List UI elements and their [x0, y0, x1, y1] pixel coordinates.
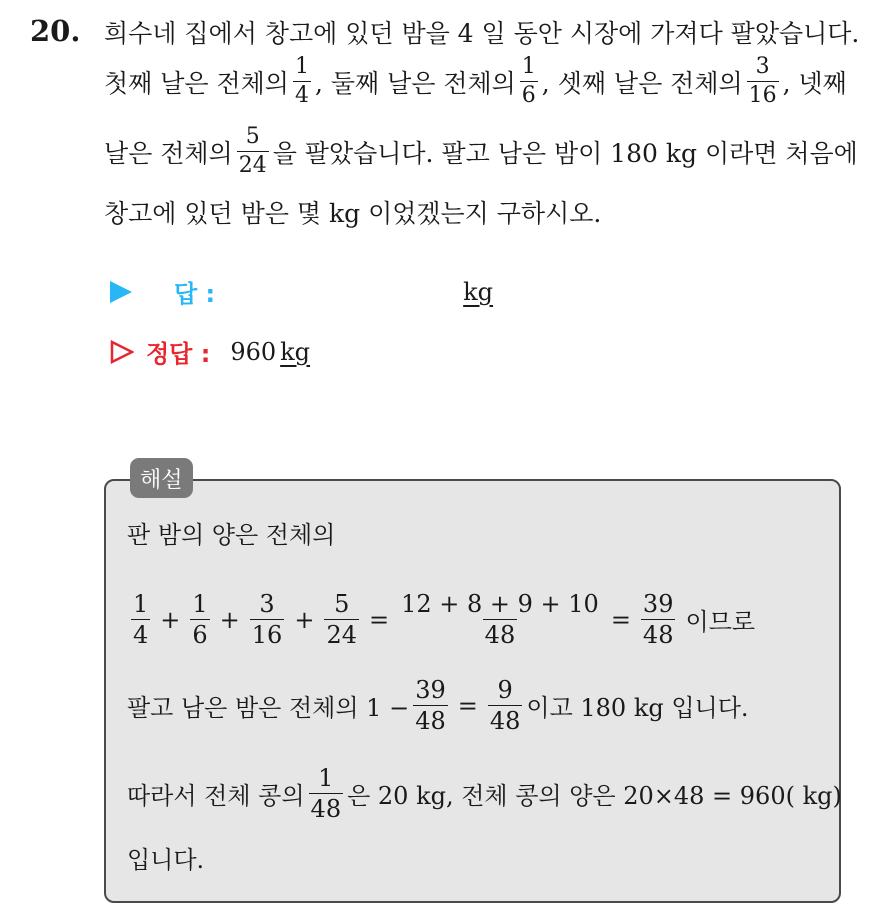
correct-answer-label: 정답 :	[146, 340, 211, 368]
answer-row	[110, 274, 493, 309]
question-line-1	[104, 14, 859, 50]
fraction: $\frac{1}{48}$	[310, 764, 342, 823]
correct-answer-row	[110, 334, 310, 369]
explanation-text: 이므로	[685, 608, 756, 636]
fraction: $\frac{1}{6}$	[521, 54, 536, 108]
answer-unit: kg	[463, 277, 494, 306]
question-text: 희수네 집에서 창고에 있던 밤을 4 일 동안 시장에 가져다 팔았습니다.	[104, 19, 860, 48]
explanation-line-3	[127, 678, 749, 733]
explanation-text: 이고 180 kg 입니다.	[526, 694, 749, 722]
equals-sign: =	[457, 691, 478, 720]
fraction: $\frac{3}{16}$	[748, 54, 777, 108]
question-text: , 셋째 날은 전체의	[541, 68, 743, 98]
question-text: 창고에 있던 밤은 몇 kg 이었겠는지 구하시오.	[104, 199, 602, 228]
question-text: 을 팔았습니다. 팔고 남은 밤이 180 kg 이라면 처음에	[272, 138, 858, 168]
fraction: $\frac{12 + 8 + 9 + 10}{48}$	[401, 590, 599, 649]
explanation-text: 은 20 kg, 전체 콩의 양은 20×48 = 960( kg)	[347, 782, 842, 810]
explanation-equation-1	[127, 592, 755, 647]
question-text: 날은 전체의	[104, 138, 233, 168]
explanation-text: 팔고 남은 밤은 전체의 1 −	[127, 694, 410, 722]
question-text: , 둘째 날은 전체의	[314, 68, 516, 98]
play-triangle-icon	[110, 281, 132, 303]
correct-answer-unit: kg	[280, 337, 311, 366]
equals-sign: =	[610, 605, 631, 634]
question-line-3	[104, 126, 858, 177]
explanation-line-5	[127, 840, 204, 875]
plus-sign: +	[219, 605, 240, 634]
question-line-2	[104, 56, 847, 107]
fraction: $\frac{5}{24}$	[238, 124, 267, 178]
correct-answer-value: 960	[230, 337, 277, 366]
question-text: , 넷째	[782, 68, 847, 98]
fraction: $\frac{1}{4}$	[294, 54, 309, 108]
plus-sign: +	[160, 605, 181, 634]
fraction: $\frac{39}{48}$	[642, 590, 674, 649]
outline-triangle-icon	[110, 340, 134, 364]
explanation-text: 입니다.	[127, 846, 205, 874]
explanation-text: 따라서 전체 콩의	[127, 782, 305, 810]
fraction: $\frac{1}{4}$	[133, 590, 149, 649]
explanation-line-4	[127, 766, 842, 821]
question-number: 20.	[30, 14, 81, 48]
fraction: $\frac{5}{24}$	[326, 590, 357, 649]
plus-sign: +	[294, 605, 315, 634]
explanation-line-1	[127, 515, 335, 550]
equals-sign: =	[368, 605, 390, 634]
question-line-4	[104, 194, 601, 230]
fraction: $\frac{3}{16}$	[251, 590, 283, 649]
fraction: $\frac{39}{48}$	[415, 676, 446, 735]
fraction: $\frac{1}{6}$	[192, 590, 208, 649]
answer-label: 답 :	[174, 280, 216, 308]
fraction: $\frac{9}{48}$	[489, 676, 521, 735]
explanation-text: 판 밤의 양은 전체의	[127, 521, 336, 549]
explanation-badge: 해설	[130, 458, 193, 498]
question-text: 첫째 날은 전체의	[104, 68, 289, 98]
